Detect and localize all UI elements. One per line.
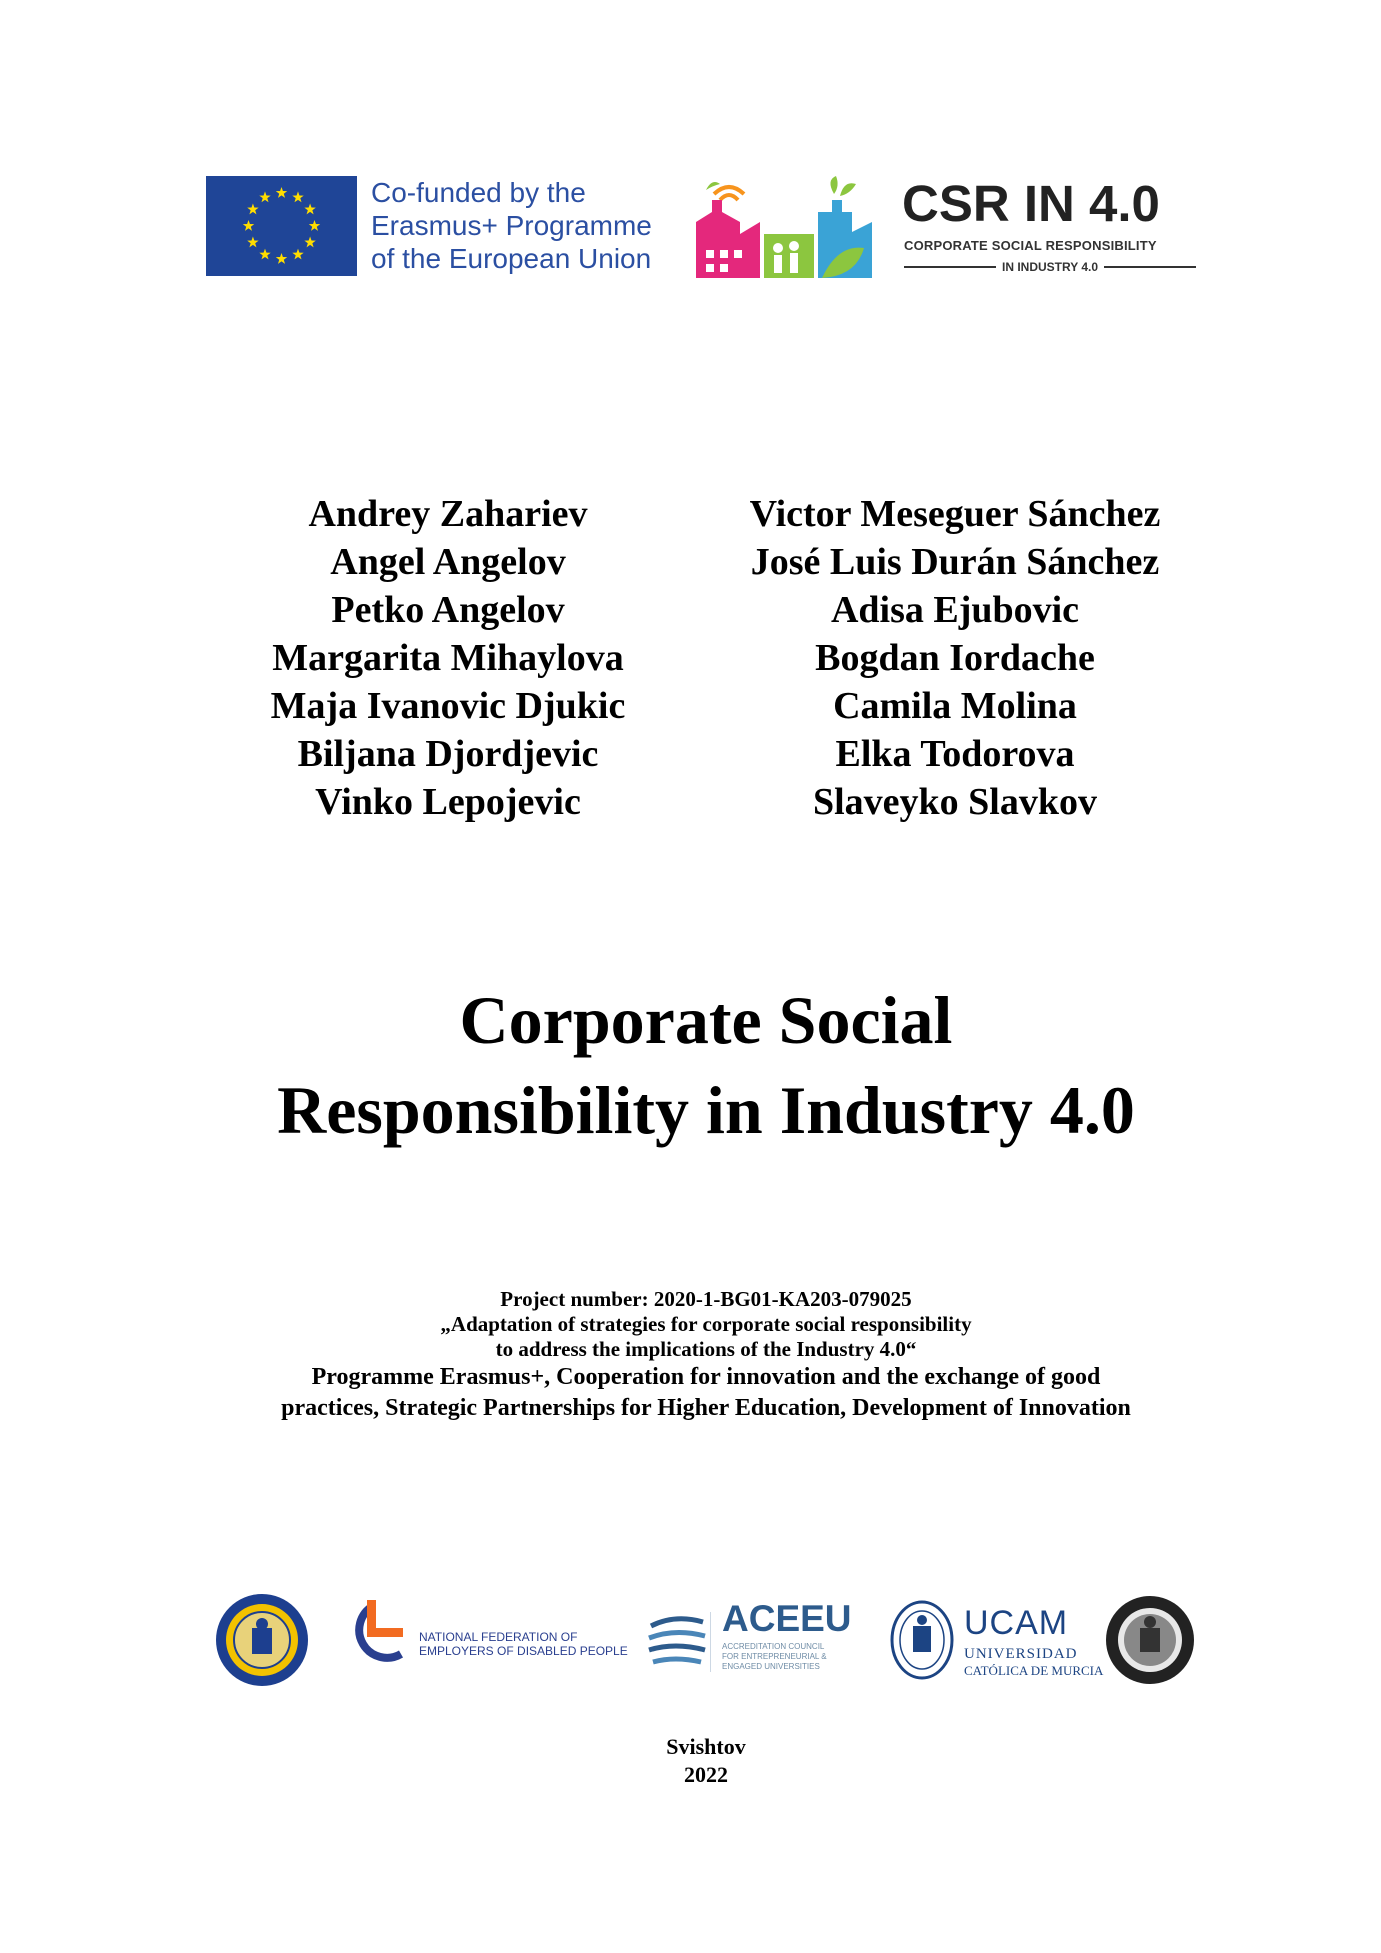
eu-star-icon: [259, 191, 270, 202]
project-number: Project number: 2020-1-BG01-KA203-079025: [500, 1287, 912, 1311]
author-name: Slaveyko Slavkov: [812, 781, 1098, 823]
ucam-name: UCAM: [964, 1604, 1069, 1642]
programme-line: Programme Erasmus+, Cooperation for innovation and the exchange of good: [311, 1364, 1101, 1390]
document-title: [90, 975, 1322, 1155]
csr-logo-subtitle: CORPORATE SOCIAL RESPONSIBILITY: [904, 238, 1157, 253]
nfedp-mark-icon: [343, 1592, 413, 1688]
eu-star-icon: [243, 220, 254, 231]
divider: [904, 266, 996, 268]
author-name: Vinko Lepojevic: [315, 781, 581, 823]
nfedp-logo: [343, 1592, 628, 1688]
nfedp-text-line: NATIONAL FEDERATION OF: [419, 1630, 578, 1644]
title-line: Responsibility in Industry 4.0: [277, 1072, 1135, 1148]
eu-text-line: of the European Union: [371, 243, 652, 274]
author-name: Petko Angelov: [331, 589, 565, 631]
eu-star-icon: [247, 204, 258, 215]
programme-line: practices, Strategic Partnerships for Higher Education, Development of Innovation: [281, 1395, 1131, 1421]
aceeu-logo: [645, 1592, 855, 1688]
author-name: Adisa Ejubovic: [830, 589, 1080, 631]
ucam-logo: [889, 1592, 1104, 1688]
eu-star-icon: [259, 249, 270, 260]
ucam-seal-icon: [889, 1592, 955, 1688]
eu-star-icon: [292, 191, 303, 202]
author-name: Maja Ivanovic Djukic: [270, 685, 626, 727]
eu-star-icon: [304, 204, 315, 215]
imprint: [90, 1733, 1322, 1789]
divider: [1104, 266, 1196, 268]
project-info: [90, 1287, 1322, 1424]
nfedp-text: [419, 1630, 628, 1658]
project-name-line: to address the implications of the Industry 4.0“: [495, 1337, 917, 1361]
aceeu-tagline-line: FOR ENTREPRENEURIAL &: [722, 1652, 827, 1661]
author-name: Angel Angelov: [330, 541, 566, 583]
eu-star-icon: [247, 237, 258, 248]
nis-university-seal-logo: [1104, 1592, 1196, 1688]
authors-right-column: [725, 490, 1185, 826]
tsenov-academy-logo: [214, 1592, 310, 1688]
eu-star-icon: [292, 249, 303, 260]
author-name: José Luis Durán Sánchez: [750, 541, 1160, 583]
aceeu-tagline-line: ENGAGED UNIVERSITIES: [722, 1662, 820, 1671]
eu-text-line: Erasmus+ Programme: [371, 210, 652, 241]
eu-flag-logo: [206, 176, 357, 276]
publication-year: 2022: [684, 1762, 728, 1787]
csr-logo-subtitle-2: [904, 258, 1196, 276]
author-name: Margarita Mihaylova: [272, 637, 624, 679]
aceeu-tagline: [722, 1642, 862, 1672]
eu-stars-icon: [206, 176, 357, 276]
author-name: Camila Molina: [833, 685, 1077, 727]
ucam-line: CATÓLICA DE MURCIA: [964, 1663, 1104, 1678]
eu-star-icon: [276, 187, 287, 198]
author-name: Bogdan Iordache: [815, 637, 1095, 679]
aceeu-tagline-line: ACCREDITATION COUNCIL: [722, 1642, 825, 1651]
csr-logo-title: CSR IN 4.0: [902, 175, 1160, 232]
nfedp-text-line: EMPLOYERS OF DISABLED PEOPLE: [419, 1644, 628, 1658]
eu-text-line: Co-funded by the: [371, 177, 586, 208]
authors-left-column: [218, 490, 678, 826]
eu-star-icon: [309, 220, 320, 231]
ucam-line: UNIVERSIDAD: [964, 1646, 1078, 1662]
author-name: Elka Todorova: [835, 733, 1075, 775]
aceeu-globe-icon: [645, 1592, 711, 1688]
author-name: Victor Meseguer Sánchez: [749, 493, 1161, 535]
author-name: Biljana Djordjevic: [297, 733, 599, 775]
eu-star-icon: [276, 253, 287, 264]
eu-cofunded-text: [371, 176, 671, 275]
project-name-line: „Adaptation of strategies for corporate social responsibility: [440, 1312, 972, 1336]
publication-city: Svishtov: [666, 1734, 746, 1759]
author-name: Andrey Zahariev: [308, 493, 588, 535]
title-line: Corporate Social: [459, 982, 953, 1058]
csr-logo-subtitle-2-text: IN INDUSTRY 4.0: [1001, 260, 1099, 274]
aceeu-name: ACEEU: [722, 1598, 852, 1639]
eu-star-icon: [304, 237, 315, 248]
csr-factory-icon: [694, 172, 874, 278]
